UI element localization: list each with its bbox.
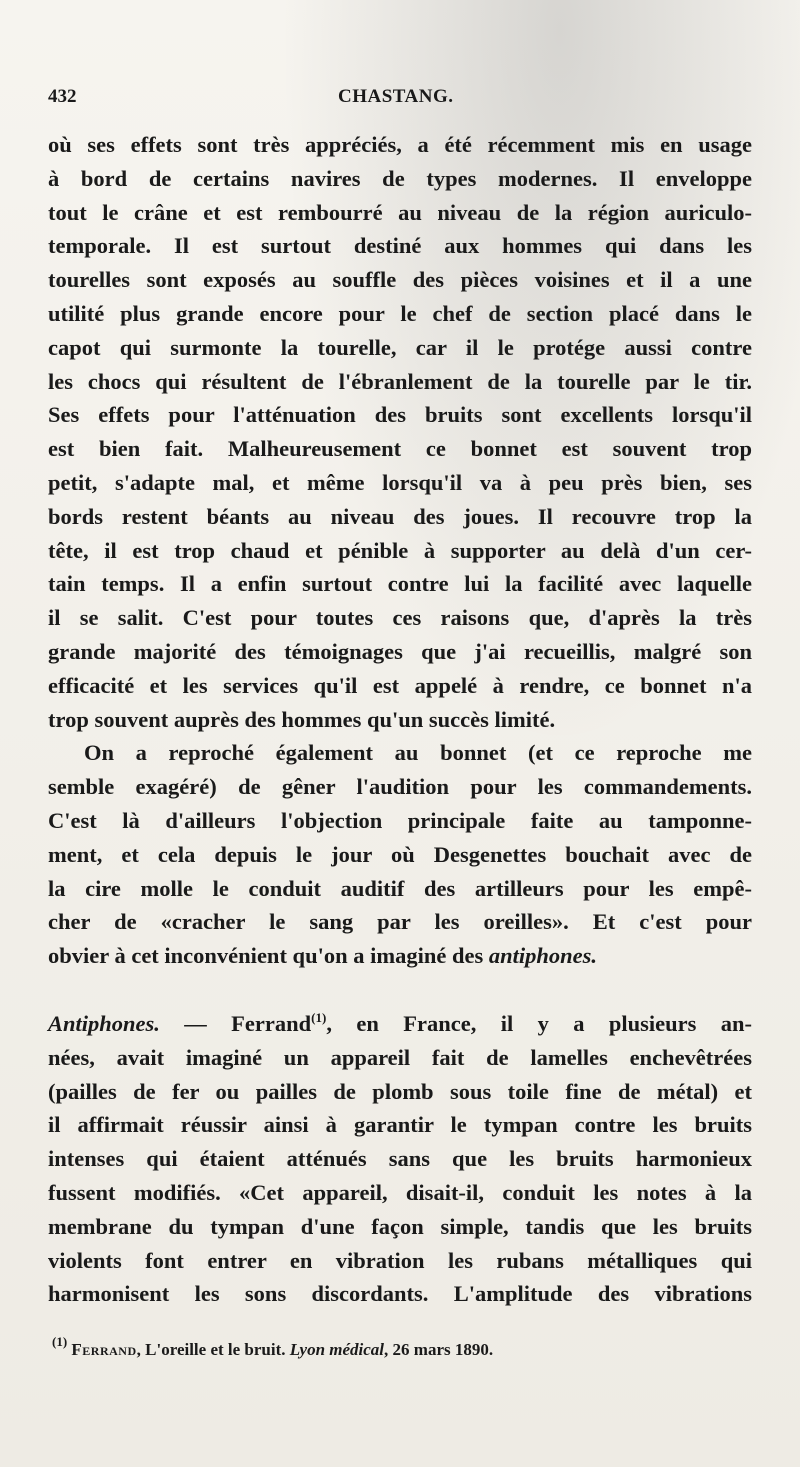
text-line: où ses effets sont très appréciés, a été récemment mis en usage	[48, 132, 752, 157]
text-line: petit, s'adapte mal, et même lorsqu'il va à peu près bien, ses	[48, 469, 752, 495]
text-segment: obvier à cet inconvénient qu'on a imaginé des	[48, 943, 489, 969]
page-number: 432	[48, 86, 77, 107]
text-line: la cire molle le conduit auditif des artilleurs pour les empê-	[48, 875, 752, 901]
text-line: violents font entrer en vibration les rubans métalliques qui	[48, 1247, 752, 1273]
text-line: nées, avait imaginé un appareil fait de lamelles enchevêtrées	[48, 1044, 752, 1070]
footnote-reference[interactable]: (1)	[311, 1009, 327, 1025]
text-line: fussent modifiés. «Cet appareil, disait-il, conduit les notes à la	[48, 1179, 752, 1205]
text-line: C'est là d'ailleurs l'objection principale faite au tamponne-	[48, 807, 752, 833]
text-segment: , en France, il y a plusieurs an-	[326, 1010, 752, 1036]
text-line	[48, 1007, 752, 1041]
running-title: CHASTANG.	[338, 86, 454, 107]
text-line: (pailles de fer ou pailles de plomb sous toile fine de métal) et	[48, 1078, 752, 1104]
text-line: il se salit. C'est pour toutes ces raisons que, d'après la très	[48, 605, 752, 631]
text-line: il affirmait réussir ainsi à garantir le tympan contre les bruits	[48, 1112, 752, 1138]
text-line: tout le crâne et est rembourré au niveau de la région auriculo-	[48, 199, 752, 225]
text-line: les chocs qui résultent de l'ébranlement de la tourelle par le tir.	[48, 368, 752, 394]
footnote-journal: Lyon médical	[289, 1340, 385, 1359]
text-line: capot qui surmonte la tourelle, car il le protége aussi contre	[48, 334, 752, 360]
paragraph-2	[48, 736, 752, 973]
running-head	[48, 86, 748, 116]
paragraph-3	[48, 1007, 752, 1311]
text-line: On a reproché également au bonnet (et ce reproche me	[84, 740, 752, 766]
text-line: efficacité et les services qu'il est appelé à rendre, ce bonnet n'a	[48, 672, 752, 698]
paragraph-gap	[48, 973, 752, 1007]
footnote-title: , L'oreille et le bruit.	[136, 1340, 290, 1359]
text-line: tourelles sont exposés au souffle des pièces voisines et il a une	[48, 267, 752, 293]
text-line: ment, et cela depuis le jour où Desgenettes bouchait avec de	[48, 841, 752, 867]
section-heading: Antiphones.	[48, 1010, 160, 1036]
text-line: à bord de certains navires de types modernes. Il enveloppe	[48, 165, 752, 191]
footnote-date: , 26 mars 1890.	[384, 1340, 494, 1359]
text-segment: — Ferrand	[159, 1010, 312, 1036]
text-line: grande majorité des témoignages que j'ai recueillis, malgré son	[48, 638, 752, 664]
text-line: intenses qui étaient atténués sans que les bruits harmonieux	[48, 1146, 752, 1172]
text-line: temporale. Il est surtout destiné aux hommes qui dans les	[48, 233, 752, 259]
text-line: utilité plus grande encore pour le chef de section placé dans le	[48, 300, 752, 326]
text-line: semble exagéré) de gêner l'audition pour les commandements.	[48, 774, 752, 800]
text-line: membrane du tympan d'une façon simple, tandis que les bruits	[48, 1213, 752, 1239]
text-line: tain temps. Il a enfin surtout contre lui la facilité avec laquelle	[48, 571, 752, 597]
paragraph-1	[48, 128, 752, 736]
text-line: est bien fait. Malheureusement ce bonnet est souvent trop	[48, 436, 752, 462]
text-line: Ses effets pour l'atténuation des bruits sont excellents lorsqu'il	[48, 402, 752, 428]
footnote	[52, 1334, 752, 1360]
footnote-marker: (1)	[52, 1334, 68, 1349]
body-text	[48, 128, 752, 1311]
text-line	[48, 939, 752, 973]
text-line: cher de «cracher le sang par les oreilles». Et c'est pour	[48, 909, 752, 935]
text-line: harmonisent les sons discordants. L'amplitude des vibrations	[48, 1281, 752, 1307]
italic-term: antiphones.	[488, 943, 598, 969]
text-line: tête, il est trop chaud et pénible à supporter au delà d'un cer-	[48, 537, 752, 563]
text-line: bords restent béants au niveau des joues. Il recouvre trop la	[48, 503, 752, 529]
text-line: trop souvent auprès des hommes qu'un succès limité.	[48, 706, 556, 732]
footnote-author: Ferrand	[71, 1340, 137, 1359]
